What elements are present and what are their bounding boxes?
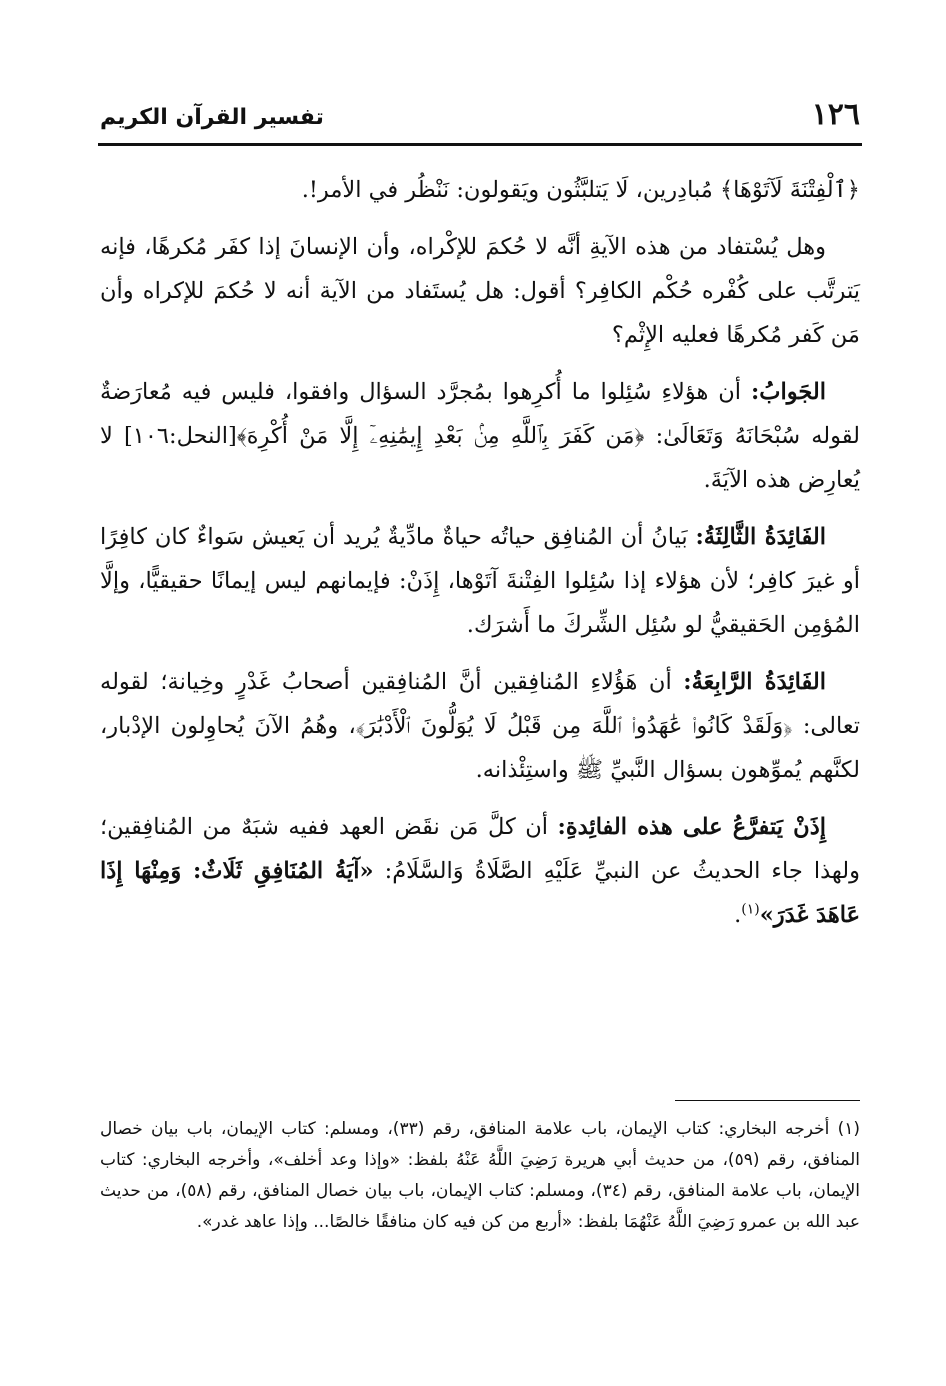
benefit-3-text: بَيانُ أن المُنافِق حياتُه حياةٌ مادِّيةٌ يُريد أن يَعيش سَواءٌ كان كافِرًا أو غيرَ كافِر؛ لأن هؤلاء إذا سُئِلوا الفِتْنةَ آتَوْها، إِذَنْ: فإيمانهم ليس إيمانًا حقيقيًّا، وإلَّا المُؤمِن الحَقيقيُّ لو سُئِل الشِّركَ ما أَشرَك. (100, 524, 860, 638)
benefit-4-heading: الفَائِدَةُ الرَّابِعَةُ: (683, 669, 826, 695)
answer-heading: الجَوابُ: (751, 379, 826, 405)
paragraph-derived (100, 805, 860, 937)
page-number: ١٢٦ (811, 97, 860, 132)
benefit-4-text: أن هَؤُلاءِ المُنافِقين أنَّ المُنافِقين أصحابُ غَدْرٍ وخِيانة؛ لقوله تعالى: (100, 669, 860, 739)
paragraph-answer (100, 370, 860, 502)
answer-end-text: لا يُعارِض هذه الآيَةَ. (100, 423, 860, 493)
footnote-marker: (١) (741, 901, 760, 918)
answer-text: أن هؤلاءِ سُئِلوا ما أُكرِهوا بمُجرَّد السؤال وافقوا، فليس فيه مُعارَضةٌ لقوله سُبْحَانَهُ وَتَعَالَىٰ: (100, 379, 860, 449)
page-header (100, 95, 860, 139)
quran-verse-ahzab: ﴿وَلَقَدْ كَانُوا۟ عَٰهَدُوا۟ ٱللَّهَ مِن قَبْلُ لَا يُوَلُّونَ ٱلْأَدْبَٰرَ﴾ (355, 713, 793, 739)
paragraph-benefit-4 (100, 660, 860, 792)
derived-text: أن كلَّ مَن نقَض العهد ففيه شبَهٌ من المُنافِقين؛ ولهذا جاء الحديثُ عن النبيِّ عَلَيْهِ الصَّلَاةُ وَالسَّلَامُ: (100, 814, 860, 884)
quran-verse-nahl: ﴿مَن كَفَرَ بِٱللَّهِ مِنۢ بَعْدِ إِيمَٰنِهِۦٓ إِلَّا مَنْ أُكْرِهَ﴾ (236, 423, 645, 449)
verse-reference: [النحل:١٠٦] (123, 423, 237, 449)
paragraph-1 (100, 168, 860, 212)
benefit-3-heading: الفَائِدَةُ الثَّالِثَةُ: (695, 524, 826, 550)
benefit-4-end-text: ، وهُمُ الآنَ يُحاوِلون الإدْبار، لكنَّهم يُموِّهون بسؤال النَّبيِّ ﷺ واستِئْذانه. (100, 713, 860, 783)
footnote-1: (١) أخرجه البخاري: كتاب الإيمان، باب علامة المنافق، رقم (٣٣)، ومسلم: كتاب الإيمان، باب بيان خصال المنافق، رقم (٥٩)، من حديث أبي هريرة رَضِيَ اللَّهُ عَنْهُ بلفظ: «وإذا وعد أخلف»، وأخرجه البخاري: كتاب الإيمان، باب علامة المنافق، رقم (٣٤)، ومسلم: كتاب الإيمان، باب بيان خصال المنافق، رقم (٥٨)، من حديث عبد الله بن عمرو رَضِيَ اللَّهُ عَنْهُمَا بلفظ: «أربع من كن فيه كان منافقًا خالصًا... وإذا عاهد غدر». (100, 1119, 860, 1232)
derived-end: . (734, 902, 742, 928)
footnotes (100, 1114, 860, 1238)
paragraph-2 (100, 225, 860, 357)
derived-heading: إِذَنْ يَتفرَّعُ على هذه الفائِدةِ: (557, 814, 826, 840)
footnote-divider (675, 1100, 860, 1101)
paragraph-2-text: وهل يُسْتفاد من هذه الآيةِ أنَّه لا حُكمَ للإكْراه، وأن الإنسانَ إذا كفَر مُكرهًا، فإنه يَترتَّب على كُفْره حُكْم الكافِر؟ أقول: هل يُستَفاد من الآية أنه لا حُكمَ للإكراه وأن مَن كَفر مُكرهًا فعليه الإِثْم؟ (100, 234, 860, 348)
running-title: تفسير القرآن الكريم (100, 105, 324, 130)
hadith-quote: «آيَةُ المُنَافِقِ ثَلَاثٌ: وَمِنْهَا إِذَا عَاهَدَ غَدَرَ» (100, 858, 860, 928)
paragraph-benefit-3 (100, 515, 860, 647)
paragraph-1-text: ﴿ٱلْفِتْنَةَ لَآتَوْهَا﴾ مُبادِرين، لَا يَتلبَّثُون ويَقولون: نَنْظُر في الأمر!. (301, 177, 860, 203)
header-divider (98, 143, 862, 146)
main-text (100, 168, 860, 950)
